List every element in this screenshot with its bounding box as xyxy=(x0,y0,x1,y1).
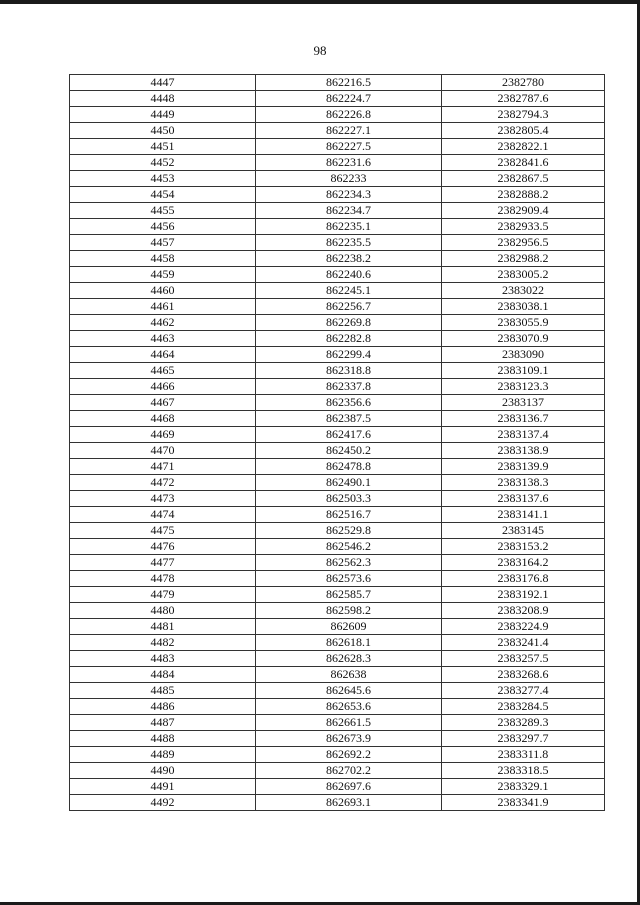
x-coordinate-cell: 862282.8 xyxy=(256,331,442,347)
table-row xyxy=(70,747,605,763)
y-coordinate-cell: 2383192.1 xyxy=(442,587,605,603)
y-coordinate-cell: 2383297.7 xyxy=(442,731,605,747)
point-number-cell: 4465 xyxy=(70,363,256,379)
y-coordinate-cell: 2383109.1 xyxy=(442,363,605,379)
table-row xyxy=(70,315,605,331)
y-coordinate-cell: 2382787.6 xyxy=(442,91,605,107)
point-number-cell: 4476 xyxy=(70,539,256,555)
x-coordinate-cell: 862227.5 xyxy=(256,139,442,155)
point-number-cell: 4488 xyxy=(70,731,256,747)
x-coordinate-cell: 862645.6 xyxy=(256,683,442,699)
point-number-cell: 4485 xyxy=(70,683,256,699)
table-row xyxy=(70,459,605,475)
y-coordinate-cell: 2383284.5 xyxy=(442,699,605,715)
y-coordinate-cell: 2383137.4 xyxy=(442,427,605,443)
table-row xyxy=(70,491,605,507)
x-coordinate-cell: 862638 xyxy=(256,667,442,683)
table-row xyxy=(70,779,605,795)
table-row xyxy=(70,523,605,539)
table-row xyxy=(70,603,605,619)
y-coordinate-cell: 2382822.1 xyxy=(442,139,605,155)
y-coordinate-cell: 2383070.9 xyxy=(442,331,605,347)
point-number-cell: 4455 xyxy=(70,203,256,219)
x-coordinate-cell: 862417.6 xyxy=(256,427,442,443)
y-coordinate-cell: 2383137 xyxy=(442,395,605,411)
y-coordinate-cell: 2382794.3 xyxy=(442,107,605,123)
point-number-cell: 4477 xyxy=(70,555,256,571)
table-row xyxy=(70,331,605,347)
point-number-cell: 4491 xyxy=(70,779,256,795)
point-number-cell: 4449 xyxy=(70,107,256,123)
table-row xyxy=(70,171,605,187)
point-number-cell: 4456 xyxy=(70,219,256,235)
y-coordinate-cell: 2383137.6 xyxy=(442,491,605,507)
y-coordinate-cell: 2383090 xyxy=(442,347,605,363)
table-row xyxy=(70,763,605,779)
point-number-cell: 4469 xyxy=(70,427,256,443)
y-coordinate-cell: 2382888.2 xyxy=(442,187,605,203)
x-coordinate-cell: 862618.1 xyxy=(256,635,442,651)
point-number-cell: 4489 xyxy=(70,747,256,763)
x-coordinate-cell: 862697.6 xyxy=(256,779,442,795)
point-number-cell: 4490 xyxy=(70,763,256,779)
y-coordinate-cell: 2383055.9 xyxy=(442,315,605,331)
point-number-cell: 4478 xyxy=(70,571,256,587)
coordinates-table-body xyxy=(70,75,605,811)
table-row xyxy=(70,379,605,395)
point-number-cell: 4471 xyxy=(70,459,256,475)
x-coordinate-cell: 862573.6 xyxy=(256,571,442,587)
x-coordinate-cell: 862693.1 xyxy=(256,795,442,811)
point-number-cell: 4460 xyxy=(70,283,256,299)
point-number-cell: 4458 xyxy=(70,251,256,267)
point-number-cell: 4486 xyxy=(70,699,256,715)
y-coordinate-cell: 2382841.6 xyxy=(442,155,605,171)
table-row xyxy=(70,587,605,603)
x-coordinate-cell: 862490.1 xyxy=(256,475,442,491)
table-row xyxy=(70,699,605,715)
table-row xyxy=(70,555,605,571)
x-coordinate-cell: 862653.6 xyxy=(256,699,442,715)
point-number-cell: 4462 xyxy=(70,315,256,331)
y-coordinate-cell: 2383224.9 xyxy=(442,619,605,635)
y-coordinate-cell: 2383268.6 xyxy=(442,667,605,683)
table-row xyxy=(70,139,605,155)
x-coordinate-cell: 862231.6 xyxy=(256,155,442,171)
x-coordinate-cell: 862234.7 xyxy=(256,203,442,219)
y-coordinate-cell: 2383329.1 xyxy=(442,779,605,795)
table-row xyxy=(70,715,605,731)
table-row xyxy=(70,795,605,811)
table-row xyxy=(70,395,605,411)
point-number-cell: 4474 xyxy=(70,507,256,523)
table-row xyxy=(70,475,605,491)
table-row xyxy=(70,235,605,251)
y-coordinate-cell: 2383005.2 xyxy=(442,267,605,283)
table-row xyxy=(70,75,605,91)
point-number-cell: 4464 xyxy=(70,347,256,363)
y-coordinate-cell: 2383341.9 xyxy=(442,795,605,811)
point-number-cell: 4451 xyxy=(70,139,256,155)
point-number-cell: 4472 xyxy=(70,475,256,491)
x-coordinate-cell: 862529.8 xyxy=(256,523,442,539)
point-number-cell: 4448 xyxy=(70,91,256,107)
table-row xyxy=(70,267,605,283)
y-coordinate-cell: 2382780 xyxy=(442,75,605,91)
y-coordinate-cell: 2383164.2 xyxy=(442,555,605,571)
y-coordinate-cell: 2383136.7 xyxy=(442,411,605,427)
point-number-cell: 4475 xyxy=(70,523,256,539)
y-coordinate-cell: 2383257.5 xyxy=(442,651,605,667)
x-coordinate-cell: 862245.1 xyxy=(256,283,442,299)
table-row xyxy=(70,107,605,123)
y-coordinate-cell: 2383289.3 xyxy=(442,715,605,731)
table-row xyxy=(70,507,605,523)
x-coordinate-cell: 862216.5 xyxy=(256,75,442,91)
point-number-cell: 4487 xyxy=(70,715,256,731)
table-row xyxy=(70,251,605,267)
table-row xyxy=(70,187,605,203)
x-coordinate-cell: 862235.5 xyxy=(256,235,442,251)
point-number-cell: 4447 xyxy=(70,75,256,91)
x-coordinate-cell: 862609 xyxy=(256,619,442,635)
table-row xyxy=(70,731,605,747)
y-coordinate-cell: 2383139.9 xyxy=(442,459,605,475)
y-coordinate-cell: 2383153.2 xyxy=(442,539,605,555)
table-row xyxy=(70,411,605,427)
x-coordinate-cell: 862337.8 xyxy=(256,379,442,395)
x-coordinate-cell: 862238.2 xyxy=(256,251,442,267)
y-coordinate-cell: 2383208.9 xyxy=(442,603,605,619)
x-coordinate-cell: 862318.8 xyxy=(256,363,442,379)
y-coordinate-cell: 2383311.8 xyxy=(442,747,605,763)
x-coordinate-cell: 862234.3 xyxy=(256,187,442,203)
x-coordinate-cell: 862224.7 xyxy=(256,91,442,107)
point-number-cell: 4479 xyxy=(70,587,256,603)
table-row xyxy=(70,219,605,235)
table-row xyxy=(70,667,605,683)
table-row xyxy=(70,123,605,139)
x-coordinate-cell: 862503.3 xyxy=(256,491,442,507)
x-coordinate-cell: 862478.8 xyxy=(256,459,442,475)
point-number-cell: 4473 xyxy=(70,491,256,507)
x-coordinate-cell: 862585.7 xyxy=(256,587,442,603)
x-coordinate-cell: 862269.8 xyxy=(256,315,442,331)
y-coordinate-cell: 2383138.9 xyxy=(442,443,605,459)
x-coordinate-cell: 862562.3 xyxy=(256,555,442,571)
point-number-cell: 4480 xyxy=(70,603,256,619)
point-number-cell: 4467 xyxy=(70,395,256,411)
table-row xyxy=(70,539,605,555)
y-coordinate-cell: 2383241.4 xyxy=(442,635,605,651)
x-coordinate-cell: 862240.6 xyxy=(256,267,442,283)
y-coordinate-cell: 2383138.3 xyxy=(442,475,605,491)
y-coordinate-cell: 2382933.5 xyxy=(442,219,605,235)
point-number-cell: 4452 xyxy=(70,155,256,171)
x-coordinate-cell: 862546.2 xyxy=(256,539,442,555)
x-coordinate-cell: 862661.5 xyxy=(256,715,442,731)
x-coordinate-cell: 862256.7 xyxy=(256,299,442,315)
x-coordinate-cell: 862299.4 xyxy=(256,347,442,363)
point-number-cell: 4454 xyxy=(70,187,256,203)
y-coordinate-cell: 2383141.1 xyxy=(442,507,605,523)
y-coordinate-cell: 2382805.4 xyxy=(442,123,605,139)
x-coordinate-cell: 862692.2 xyxy=(256,747,442,763)
page-number: 98 xyxy=(313,43,327,58)
table-row xyxy=(70,427,605,443)
point-number-cell: 4481 xyxy=(70,619,256,635)
point-number-cell: 4483 xyxy=(70,651,256,667)
x-coordinate-cell: 862598.2 xyxy=(256,603,442,619)
x-coordinate-cell: 862516.7 xyxy=(256,507,442,523)
y-coordinate-cell: 2382867.5 xyxy=(442,171,605,187)
y-coordinate-cell: 2383123.3 xyxy=(442,379,605,395)
point-number-cell: 4453 xyxy=(70,171,256,187)
x-coordinate-cell: 862356.6 xyxy=(256,395,442,411)
point-number-cell: 4466 xyxy=(70,379,256,395)
table-row xyxy=(70,635,605,651)
table-row xyxy=(70,571,605,587)
point-number-cell: 4450 xyxy=(70,123,256,139)
table-row xyxy=(70,347,605,363)
x-coordinate-cell: 862702.2 xyxy=(256,763,442,779)
point-number-cell: 4468 xyxy=(70,411,256,427)
table-row xyxy=(70,299,605,315)
y-coordinate-cell: 2382909.4 xyxy=(442,203,605,219)
y-coordinate-cell: 2383176.8 xyxy=(442,571,605,587)
x-coordinate-cell: 862233 xyxy=(256,171,442,187)
x-coordinate-cell: 862227.1 xyxy=(256,123,442,139)
point-number-cell: 4484 xyxy=(70,667,256,683)
table-row xyxy=(70,683,605,699)
y-coordinate-cell: 2383277.4 xyxy=(442,683,605,699)
x-coordinate-cell: 862628.3 xyxy=(256,651,442,667)
y-coordinate-cell: 2383318.5 xyxy=(442,763,605,779)
y-coordinate-cell: 2382956.5 xyxy=(442,235,605,251)
y-coordinate-cell: 2383038.1 xyxy=(442,299,605,315)
y-coordinate-cell: 2383145 xyxy=(442,523,605,539)
y-coordinate-cell: 2382988.2 xyxy=(442,251,605,267)
table-row xyxy=(70,155,605,171)
coordinates-table xyxy=(69,74,605,811)
point-number-cell: 4459 xyxy=(70,267,256,283)
table-row xyxy=(70,203,605,219)
table-row xyxy=(70,91,605,107)
point-number-cell: 4492 xyxy=(70,795,256,811)
x-coordinate-cell: 862387.5 xyxy=(256,411,442,427)
table-row xyxy=(70,443,605,459)
point-number-cell: 4470 xyxy=(70,443,256,459)
table-row xyxy=(70,283,605,299)
x-coordinate-cell: 862226.8 xyxy=(256,107,442,123)
point-number-cell: 4461 xyxy=(70,299,256,315)
x-coordinate-cell: 862450.2 xyxy=(256,443,442,459)
table-row xyxy=(70,363,605,379)
x-coordinate-cell: 862673.9 xyxy=(256,731,442,747)
point-number-cell: 4463 xyxy=(70,331,256,347)
table-row xyxy=(70,619,605,635)
point-number-cell: 4457 xyxy=(70,235,256,251)
point-number-cell: 4482 xyxy=(70,635,256,651)
table-row xyxy=(70,651,605,667)
y-coordinate-cell: 2383022 xyxy=(442,283,605,299)
x-coordinate-cell: 862235.1 xyxy=(256,219,442,235)
